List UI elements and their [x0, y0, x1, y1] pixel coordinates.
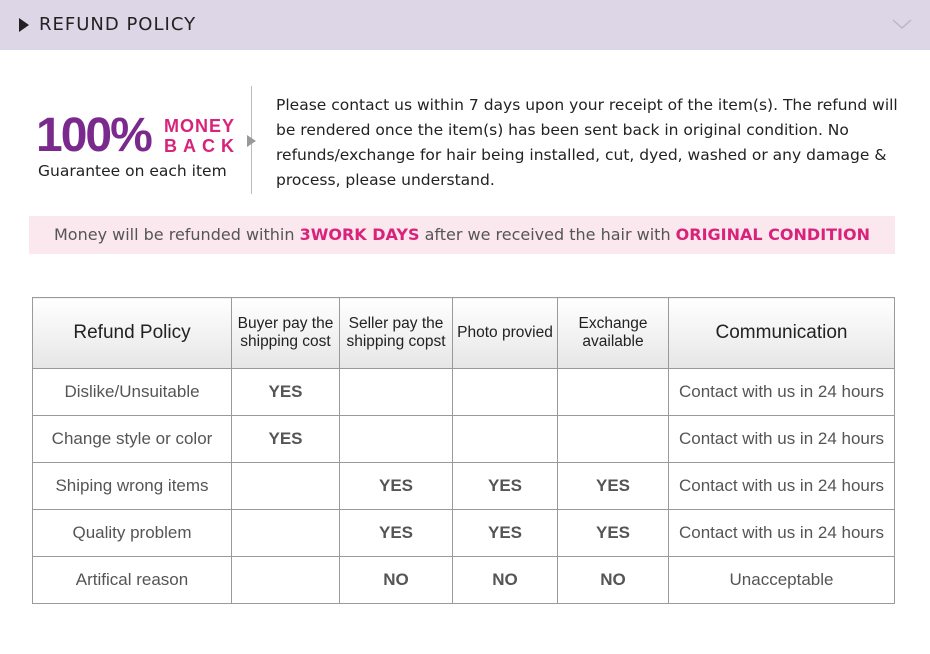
- cell-seller: [340, 369, 453, 416]
- money-back-guarantee: [36, 108, 240, 188]
- cell-photo: NO: [453, 557, 558, 604]
- triangle-right-icon: [19, 18, 29, 32]
- cell-communication: Contact with us in 24 hours: [669, 416, 895, 463]
- cell-seller: [340, 416, 453, 463]
- cell-buyer: [232, 557, 340, 604]
- cell-buyer: YES: [232, 416, 340, 463]
- cell-policy: Artifical reason: [33, 557, 232, 604]
- back-label: BACK: [164, 136, 240, 156]
- table-row: [33, 557, 895, 604]
- cell-seller: YES: [340, 510, 453, 557]
- cell-photo: YES: [453, 510, 558, 557]
- cell-buyer: [232, 463, 340, 510]
- arrow-right-icon: [247, 135, 256, 147]
- table-row: [33, 369, 895, 416]
- cell-policy: Shiping wrong items: [33, 463, 232, 510]
- banner-highlight-condition: ORIGINAL CONDITION: [675, 225, 870, 244]
- cell-seller: NO: [340, 557, 453, 604]
- header-buyer-pay: Buyer pay the shipping cost: [232, 298, 340, 369]
- cell-exchange: YES: [558, 510, 669, 557]
- guarantee-text: Guarantee on each item: [38, 162, 227, 180]
- header-exchange: Exchange available: [558, 298, 669, 369]
- money-label: MONEY: [164, 116, 236, 136]
- cell-buyer: [232, 510, 340, 557]
- chevron-down-icon[interactable]: [891, 17, 913, 31]
- refund-policy-table: [32, 297, 895, 604]
- table-header-row: [33, 298, 895, 369]
- cell-communication: Unacceptable: [669, 557, 895, 604]
- banner-text-2: after we received the hair with: [419, 225, 676, 244]
- cell-exchange: [558, 369, 669, 416]
- cell-exchange: NO: [558, 557, 669, 604]
- cell-exchange: [558, 416, 669, 463]
- header-seller-pay: Seller pay the shipping copst: [340, 298, 453, 369]
- cell-policy: Quality problem: [33, 510, 232, 557]
- banner-highlight-days: 3WORK DAYS: [299, 225, 420, 244]
- header-refund-policy: Refund Policy: [33, 298, 232, 369]
- cell-communication: Contact with us in 24 hours: [669, 463, 895, 510]
- cell-seller: YES: [340, 463, 453, 510]
- cell-policy: Dislike/Unsuitable: [33, 369, 232, 416]
- cell-communication: Contact with us in 24 hours: [669, 369, 895, 416]
- table-row: [33, 463, 895, 510]
- header-photo: Photo provied: [453, 298, 558, 369]
- refund-banner: [29, 216, 895, 254]
- banner-text-1: Money will be refunded within: [53, 225, 300, 244]
- cell-photo: [453, 369, 558, 416]
- section-title: REFUND POLICY: [39, 14, 197, 35]
- cell-communication: Contact with us in 24 hours: [669, 510, 895, 557]
- policy-text: Please contact us within 7 days upon your receipt of the item(s). The refund will be rendered once the item(s) has been sent back in original condition. No refunds/exchange for hair being installed, cut, dyed, washed or any damage & process, please understand.: [276, 96, 898, 189]
- section-header[interactable]: [0, 0, 930, 50]
- table-row: [33, 416, 895, 463]
- table-row: [33, 510, 895, 557]
- cell-policy: Change style or color: [33, 416, 232, 463]
- cell-photo: [453, 416, 558, 463]
- cell-photo: YES: [453, 463, 558, 510]
- cell-exchange: YES: [558, 463, 669, 510]
- cell-buyer: YES: [232, 369, 340, 416]
- header-communication: Communication: [669, 298, 895, 369]
- percent-label: 100%: [36, 109, 151, 162]
